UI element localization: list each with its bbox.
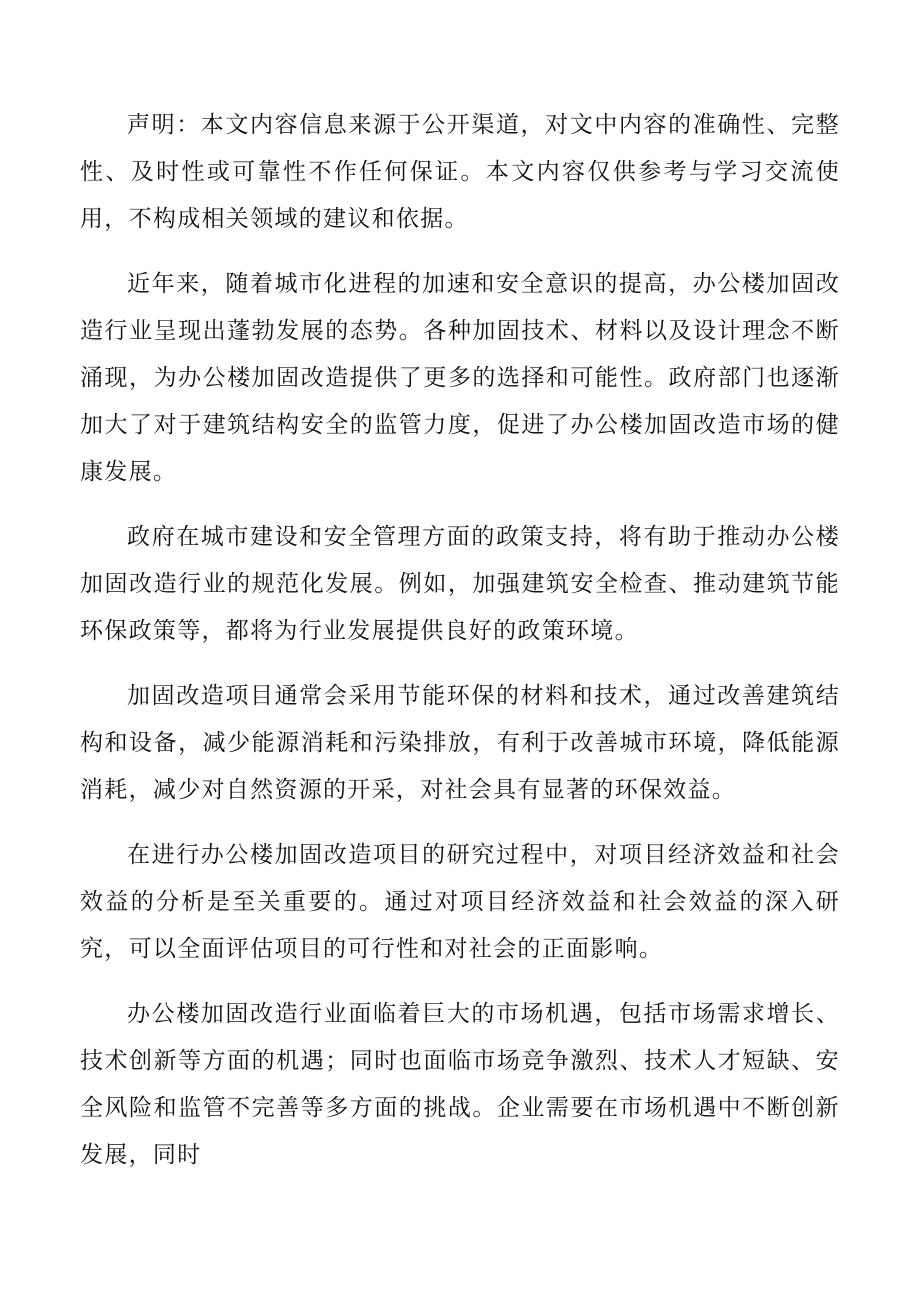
body-paragraph: 在进行办公楼加固改造项目的研究过程中，对项目经济效益和社会效益的分析是至关重要的。通过对项目经济效益和社会效益的深入研究，可以全面评估项目的可行性和对社会的正面影响。 <box>80 842 840 962</box>
body-paragraph: 近年来，随着城市化进程的加速和安全意识的提高，办公楼加固改造行业呈现出蓬勃发展的态势。各种加固技术、材料以及设计理念不断涌现，为办公楼加固改造提供了更多的选择和可能性。政府部门也逐渐加大了对于建筑结构安全的监管力度，促进了办公楼加固改造市场的健康发展。 <box>80 271 840 485</box>
body-paragraph: 加固改造项目通常会采用节能环保的材料和技术，通过改善建筑结构和设备，减少能源消耗和污染排放，有利于改善城市环境，降低能源消耗，减少对自然资源的开采，对社会具有显著的环保效益。 <box>80 683 840 803</box>
document-body <box>80 102 840 1197</box>
disclaimer-paragraph: 声明：本文内容信息来源于公开渠道，对文中内容的准确性、完整性、及时性或可靠性不作任何保证。本文内容仅供参考与学习交流使用，不构成相关领域的建议和依据。 <box>80 112 840 232</box>
body-paragraph: 办公楼加固改造行业面临着巨大的市场机遇，包括市场需求增长、技术创新等方面的机遇；同时也面临市场竞争激烈、技术人才短缺、安全风险和监管不完善等多方面的挑战。企业需要在市场机遇中不断创新发展，同时 <box>80 1001 840 1168</box>
body-paragraph: 政府在城市建设和安全管理方面的政策支持，将有助于推动办公楼加固改造行业的规范化发展。例如，加强建筑安全检查、推动建筑节能环保政策等，都将为行业发展提供良好的政策环境。 <box>80 524 840 644</box>
